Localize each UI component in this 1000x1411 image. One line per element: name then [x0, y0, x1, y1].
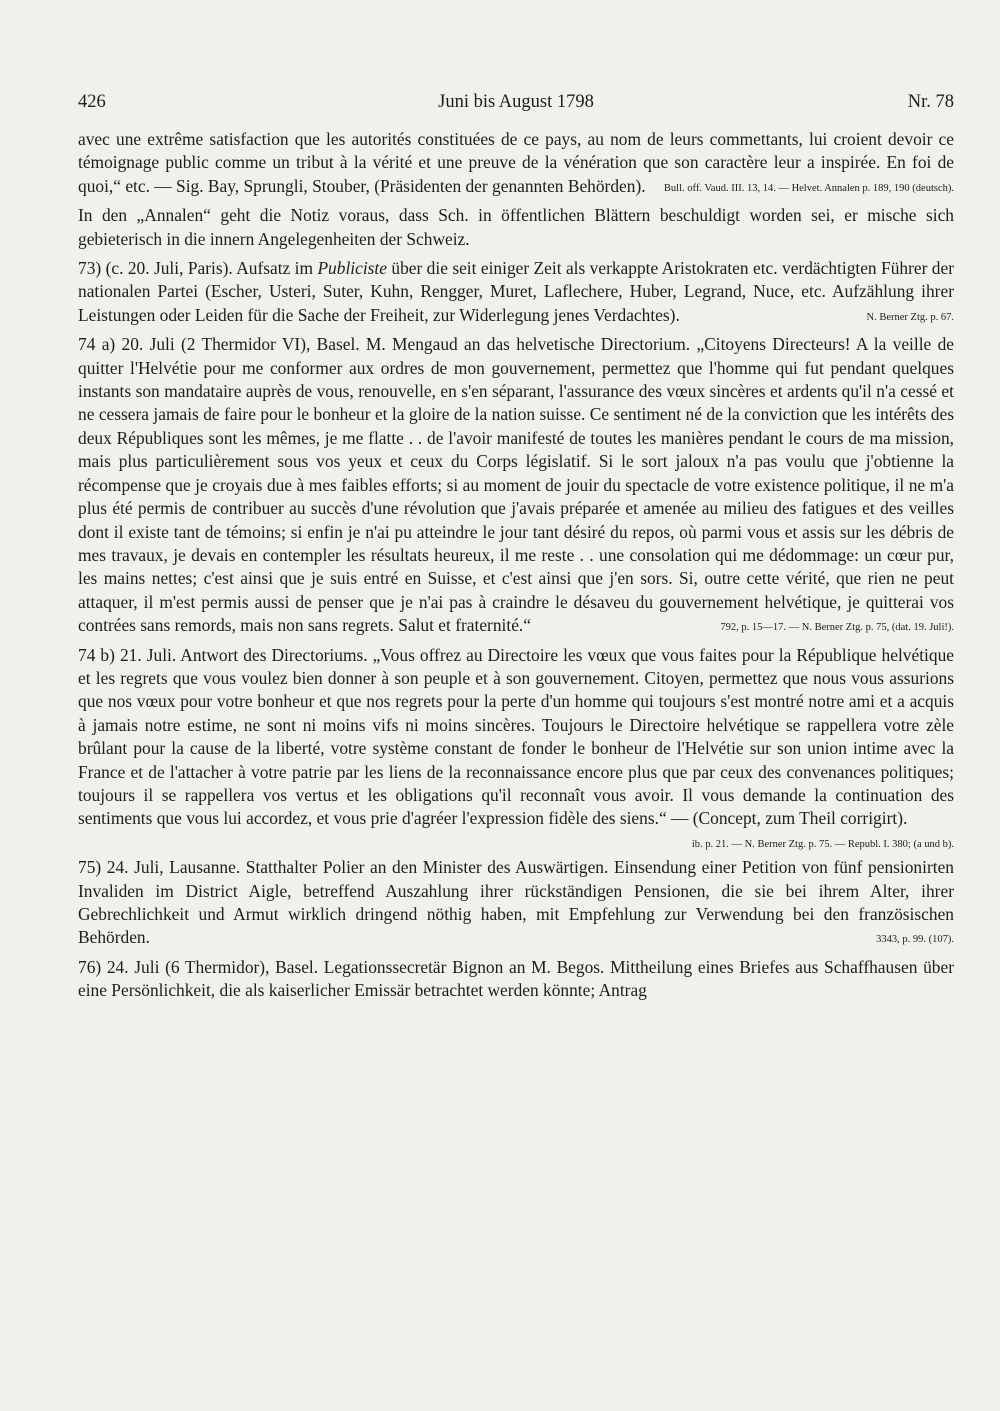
source-reference: 792, p. 15—17. — N. Berner Ztg. p. 75, (dat. 19. Juli!).: [720, 622, 954, 634]
entry-text: über die seit einiger Zeit als verkappte Aristokraten etc. verdächtigten Führer der nationalen Partei (Escher, Usteri, Suter, Kuhn, Rengger, Muret, Laflechere, Huber, Legrand, Nuce, etc. Aufzählung ihrer Leistungen oder Leiden für die Sache der Freiheit, zur Widerlegung jenes Verdachtes).: [78, 258, 954, 325]
source-reference: N. Berner Ztg. p. 67.: [866, 311, 954, 323]
paragraph-text: In den „Annalen“ geht die Notiz voraus, dass Sch. in öffentlichen Blättern beschuldigt worden sei, er mische sich gebieterisch in die innern Angelegenheiten der Schweiz.: [78, 205, 954, 249]
source-reference: Bull. off. Vaud. III. 13, 14. — Helvet. Annalen p. 189, 190 (deutsch).: [663, 182, 954, 194]
source-reference: 3343, p. 99. (107).: [876, 934, 954, 946]
paragraph-note: [78, 204, 954, 251]
entry-text: 74 b) 21. Juli. Antwort des Directoriums. „Vous offrez au Directoire les vœux que vous faites pour la République helvétique et les regrets que vous voulez bien donner à son peuple et à son gouvernement. Citoyen, permettez que nous vous assurions que nos vœux pour votre bonheur et que nos regrets pour la perte d'un homme qui toujours s'est montré notre ami et a acquis à jamais notre estime, ne sont ni moins vifs ni moins sincères. Toujours le Directoire helvétique se rappellera votre zèle brûlant pour la cause de la liberté, votre système constant de fonder le bonheur de l'Helvétie sur son union intime avec la France et de l'attacher à votre patrie par les liens de la reconnaissance encore plus que par ceux des convenances politiques; toujours il se rappellera vos vertus et les obligations qu'il reconnaît vous avoir. Il vous demande la continuation des sentiments que vous lui accordez, et vous prie d'agréer l'expression fidèle des siens.“ — (Concept, zum Theil corrigirt).: [78, 644, 954, 829]
entry-74a: [78, 333, 954, 637]
entry-76: [78, 956, 954, 1003]
entry-73: [78, 257, 954, 327]
entry-text-start: 73) (c. 20. Juli, Paris). Aufsatz im: [78, 258, 318, 279]
paragraph-continuation: [78, 128, 954, 198]
page-number: 426: [78, 92, 106, 112]
entry-text: 75) 24. Juli, Lausanne. Statthalter Polier an den Minister des Auswärtigen. Einsendung einer Petition von fünf pensionirten Invaliden im District Aigle, betreffend Auszahlung ihrer rückständigen Pensionen, die sie bei ihrem Alter, ihrer Gebrechlichkeit und Armut wirklich dringend nöthig haben, mit Empfehlung zur Verwendung bei den französischen Behörden.: [78, 857, 954, 948]
publication-title: Publiciste: [317, 258, 387, 279]
paragraph-text: avec une extrême satisfaction que les autorités constituées de ce pays, au nom de leurs commettants, lui croient devoir ce témoignage public comme un tribut à la vérité et une preuve de la vénération que son caractère leur a inspirée. En foi de quoi,“ etc. — Sig. Bay, Sprungli, Stouber, (Präsidenten der genannten Behörden).: [78, 129, 954, 196]
entry-75: [78, 856, 954, 950]
running-header: [78, 92, 954, 118]
header-title: Juni bis August 1798: [438, 92, 594, 112]
entry-74b: [78, 644, 954, 850]
page-body: [78, 128, 954, 1009]
document-number: Nr. 78: [907, 92, 954, 112]
entry-text: 74 a) 20. Juli (2 Thermidor VI), Basel. M. Mengaud an das helvetische Directorium. „Citoyens Directeurs! A la veille de quitter l'Helvétie pour me conformer aux ordres de mon gouvernement, permettez que l'homme qui fut pendant quelques instants son mandataire auprès de vous, renouvelle, en s'en séparant, l'assurance des vœux sincères et ardents qu'il n'a cessé et ne cessera jamais de faire pour le bonheur et la gloire de la nation suisse. Ce sentiment né de la conviction que les intérêts des deux Républiques sont les mêmes, je me flatte . . de l'avoir manifesté de toutes les manières pendant le cours de ma mission, mais plus particulièrement sous vos yeux et ceux du Corps législatif. Si le sort jaloux n'a pas voulu que j'obtienne la récompense que je croyais due à mes faibles efforts; si au moment de jouir du spectacle de votre existence politique, il ne m'a plus été permis de contribuer au succès d'une révolution que j'avais préparée et amenée au milieu des fatigues et des veilles dont il existe tant de témoins; si enfin je n'ai pu atteindre le jour tant désiré du repos, où parmi vous et assis sur les débris de mes travaux, je devais en contempler les résultats heureux, il me reste . . une consolation qui me dédommage: un cœur pur, les mains nettes; c'est ainsi que je suis entré en Suisse, et c'est ainsi que j'en sors. Si, outre cette vérité, que rien ne peut attaquer, il m'est permis aussi de penser que je n'ai pas à craindre le désaveu du gouvernement helvétique, je quitterai vos contrées sans remords, mais non sans regrets. Salut et fraternité.“: [78, 334, 954, 636]
entry-text: 76) 24. Juli (6 Thermidor), Basel. Legationssecretär Bignon an M. Begos. Mittheilung eines Briefes aus Schaffhausen über eine Persönlichkeit, die als kaiserlicher Emissär betrachtet werden könnte; Antrag: [78, 956, 954, 1001]
source-reference: ib. p. 21. — N. Berner Ztg. p. 75. — Republ. I. 380; (a und b).: [691, 838, 954, 850]
